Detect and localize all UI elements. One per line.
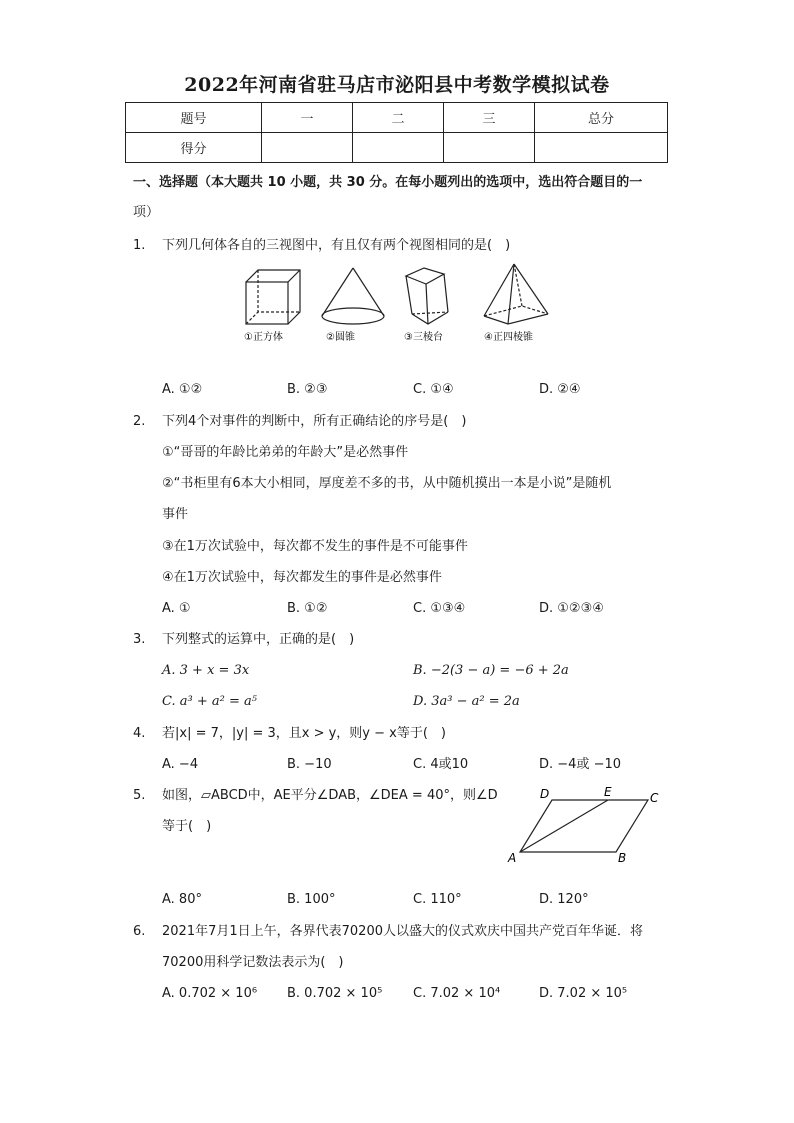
vertex-label-d: D — [540, 787, 550, 801]
question-text: 下列4个对事件的判断中，所有正确结论的序号是( ) — [162, 414, 467, 429]
q1-solids-figure — [238, 262, 556, 346]
option-c[interactable]: C. a³ + a² = a⁵ — [162, 694, 257, 709]
score-row-label: 得分 — [126, 133, 262, 163]
score-cell — [535, 133, 668, 163]
vertex-label-e: E — [604, 785, 612, 799]
option-a[interactable]: A. 3 + x = 3x — [162, 663, 250, 678]
question-number: 5. — [133, 788, 146, 803]
statement-2: ②“书柜里有6本大小相同，厚度差不多的书，从中随机摸出一本是小说”是随机 — [162, 476, 612, 491]
statement-4: ④在1万次试验中，每次都发生的事件是必然事件 — [162, 570, 442, 585]
score-table-header-row — [126, 103, 668, 133]
cube-figure — [246, 270, 300, 324]
option-c[interactable]: C. 7.02 × 10⁴ — [413, 986, 501, 1001]
option-b[interactable]: B. 0.702 × 10⁵ — [287, 986, 383, 1001]
score-header-cell: 总分 — [535, 103, 668, 133]
vertex-label-b: B — [618, 851, 627, 865]
statement-1: ①“哥哥的年龄比弟弟的年龄大”是必然事件 — [162, 445, 409, 460]
option-c[interactable]: C. ①④ — [413, 382, 454, 397]
score-cell — [262, 133, 353, 163]
question-number: 3. — [133, 632, 146, 647]
question-text: 下列几何体各自的三视图中，有且仅有两个视图相同的是( ) — [162, 238, 511, 253]
score-header-cell: 一 — [262, 103, 353, 133]
vertex-label-a: A — [508, 851, 517, 865]
option-a[interactable]: A. −4 — [162, 757, 199, 772]
question-number: 2. — [133, 414, 146, 429]
statement-2-cont: 事件 — [162, 507, 189, 522]
vertex-label-c: C — [650, 791, 659, 805]
option-a[interactable]: A. 80° — [162, 892, 202, 907]
question-number: 6. — [133, 924, 146, 939]
score-cell — [353, 133, 444, 163]
figure-caption: ②圆锥 — [326, 332, 355, 343]
option-b[interactable]: B. ①② — [287, 601, 328, 616]
option-d[interactable]: D. ②④ — [539, 382, 581, 397]
statement-3: ③在1万次试验中，每次都不发生的事件是不可能事件 — [162, 539, 468, 554]
option-d[interactable]: D. 120° — [539, 892, 589, 907]
option-b[interactable]: B. −10 — [287, 757, 332, 772]
score-cell — [444, 133, 535, 163]
parallelogram-figure — [500, 782, 670, 868]
figure-caption: ①正方体 — [244, 332, 283, 343]
question-number: 4. — [133, 726, 146, 741]
score-table-score-row — [126, 133, 668, 163]
section-heading-line2: 项） — [133, 205, 160, 220]
figure-caption: ④正四棱锥 — [484, 332, 533, 343]
question-text-cont: 等于( ) — [162, 819, 212, 834]
option-b[interactable]: B. −2(3 − a) = −6 + 2a — [413, 663, 569, 678]
option-d[interactable]: D. 3a³ − a² = 2a — [413, 694, 520, 709]
option-b[interactable]: B. ②③ — [287, 382, 328, 397]
option-a[interactable]: A. 0.702 × 10⁶ — [162, 986, 258, 1001]
option-b[interactable]: B. 100° — [287, 892, 336, 907]
figure-caption: ③三棱台 — [404, 332, 443, 343]
option-c[interactable]: C. 4或10 — [413, 757, 469, 772]
option-c[interactable]: C. 110° — [413, 892, 462, 907]
section-heading-line1: 一、选择题（本大题共 10 小题，共 30 分。在每小题列出的选项中，选出符合题目的一 — [133, 175, 643, 190]
score-header-cell: 题号 — [126, 103, 262, 133]
pyramid-figure — [484, 264, 548, 324]
question-text: 下列整式的运算中，正确的是( ) — [162, 632, 355, 647]
option-d[interactable]: D. ①②③④ — [539, 601, 604, 616]
question-text: 若|x| = 7，|y| = 3，且x > y，则y − x等于( ) — [162, 726, 446, 741]
score-header-cell: 三 — [444, 103, 535, 133]
question-text-cont: 70200用科学记数法表示为( ) — [162, 955, 344, 970]
option-a[interactable]: A. ① — [162, 601, 191, 616]
option-d[interactable]: D. −4或 −10 — [539, 757, 622, 772]
cone-figure — [322, 268, 384, 324]
option-a[interactable]: A. ①② — [162, 382, 203, 397]
score-header-cell: 二 — [353, 103, 444, 133]
option-d[interactable]: D. 7.02 × 10⁵ — [539, 986, 628, 1001]
question-text: 2021年7月1日上午，各界代表70200人以盛大的仪式欢庆中国共产党百年华诞．将 — [162, 924, 643, 939]
exam-title: 2022年河南省驻马店市泌阳县中考数学模拟试卷 — [184, 74, 610, 96]
option-c[interactable]: C. ①③④ — [413, 601, 466, 616]
frustum-figure — [406, 268, 448, 324]
score-table — [125, 102, 668, 163]
question-text: 如图，▱ABCD中，AE平分∠DAB，∠DEA = 40°，则∠D — [162, 788, 498, 803]
question-number: 1. — [133, 238, 146, 253]
